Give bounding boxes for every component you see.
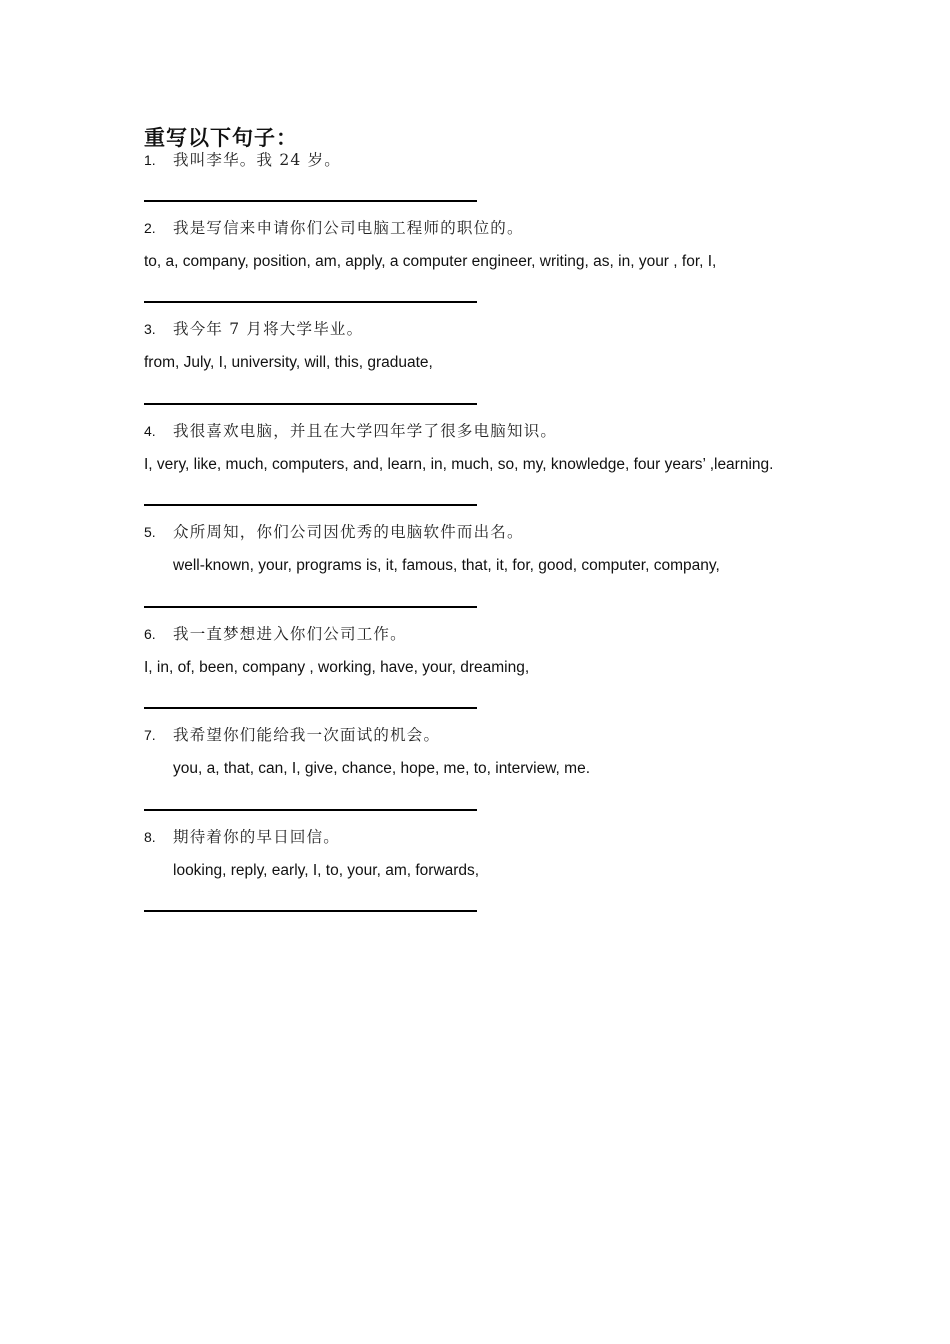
question-word-bank: I, very, like, much, computers, and, learn, in, much, so, my, knowledge, four years’ ,learning. (144, 456, 774, 473)
question-number: 3. (144, 321, 156, 337)
question-1 (144, 150, 844, 170)
question-chinese: 我叫李华。我 24 岁。 (173, 151, 341, 169)
question-chinese: 期待着你的早日回信。 (173, 828, 341, 846)
question-word-bank: to, a, company, position, am, apply, a computer engineer, writing, as, in, your , for, I, (144, 253, 717, 270)
answer-line-5[interactable] (144, 606, 477, 608)
question-chinese: 众所周知，你们公司因优秀的电脑软件而出名。 (173, 523, 524, 541)
question-number: 6. (144, 626, 156, 642)
question-chinese: 我是写信来申请你们公司电脑工程师的职位的。 (173, 219, 524, 237)
question-chinese: 我今年 7 月将大学毕业。 (173, 320, 364, 338)
question-word-bank: I, in, of, been, company , working, have, your, dreaming, (144, 659, 530, 676)
question-3 (144, 319, 844, 373)
question-7 (144, 725, 844, 779)
question-chinese: 我很喜欢电脑，并且在大学四年学了很多电脑知识。 (173, 422, 558, 440)
answer-line-2[interactable] (144, 301, 477, 303)
worksheet-title: 重写以下句子： (144, 126, 298, 150)
question-word-bank: looking, reply, early, I, to, your, am, forwards, (173, 862, 480, 879)
question-number: 4. (144, 423, 156, 439)
question-number: 1. (144, 152, 156, 168)
question-number: 2. (144, 220, 156, 236)
question-chinese: 我希望你们能给我一次面试的机会。 (173, 726, 441, 744)
question-2 (144, 218, 844, 272)
question-word-bank: you, a, that, can, I, give, chance, hope, me, to, interview, me. (173, 760, 591, 777)
answer-line-1[interactable] (144, 200, 477, 202)
answer-line-8[interactable] (144, 910, 477, 912)
question-number: 8. (144, 829, 156, 845)
question-8 (144, 827, 844, 881)
answer-line-4[interactable] (144, 504, 477, 506)
question-number: 5. (144, 524, 156, 540)
question-word-bank: from, July, I, university, will, this, graduate, (144, 354, 433, 371)
question-5 (144, 522, 844, 576)
question-6 (144, 624, 844, 678)
answer-line-6[interactable] (144, 707, 477, 709)
question-word-bank: well-known, your, programs is, it, famous, that, it, for, good, computer, company, (173, 557, 720, 574)
answer-line-3[interactable] (144, 403, 477, 405)
question-number: 7. (144, 727, 156, 743)
question-chinese: 我一直梦想进入你们公司工作。 (173, 625, 407, 643)
question-4 (144, 421, 844, 475)
answer-line-7[interactable] (144, 809, 477, 811)
